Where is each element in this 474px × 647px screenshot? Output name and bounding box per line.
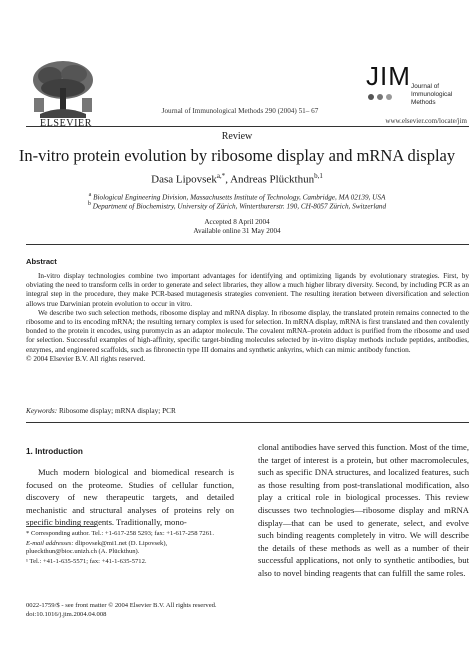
corresponding-author-note: * Corresponding author. Tel.: +1-617-258 5293; fax: +1-617-258 7261. [26, 530, 214, 537]
keywords-line [26, 407, 469, 415]
introduction-heading: 1. Introduction [26, 447, 83, 456]
journal-name-line-2: Immunological Methods [411, 91, 453, 106]
left-column [26, 447, 234, 529]
author-affiliation-mark: b,1 [314, 172, 323, 180]
footnote-1: ¹ Tel.: +41-1-635-5571; fax: +41-1-635-5712. [26, 557, 147, 565]
author-separator: , [225, 173, 231, 186]
affiliation-text: Department of Biochemistry, University of Zürich, Winterthurerstr. 190, CH-8057 Zürich, Switzerland [92, 202, 387, 211]
accepted-date: Accepted 8 April 2004 [204, 218, 270, 226]
abstract-paragraph: We describe two such selection methods, ribosome display and mRNA display. In ribosome display, the translated protein remains connected to the ribosome and to its encoding mRNA; the resulting ternary complex is used for selection. In mRNA display, mRNA is first translated and then covalently bonded to the protein it encodes, using puromycin as an adaptor molecule. The covalent mRNA–protein adduct is purified from the ribosome and used for selection. Successful examples of high-affinity, specific target-binding molecules selected by in-vitro display methods include peptides, antibodies, enzymes, and engineered scaffolds, such as fibronectin type III domains and synthetic ankyrins, which can mimic antibody function. [26, 308, 469, 354]
email-note [26, 540, 236, 557]
introduction-text-left: Much modern biological and biomedical research is focused on the proteome. Studies of cellular function, discovery of new therapeutic targets, and detailed mechanistic and structural analyses of proteins rely on specific binding reagents. Traditionally, mono- [26, 467, 234, 528]
introduction-text-right: clonal antibodies have served this function. Most of the time, the target of interest is a protein, but other macromolecules, such as specific DNA structures, and localized features, such as those resulting from post-translational modification, also play a critical role in biological processes. This review discusses two technologies—ribosome display and mRNA display—that can be used to generate, select, and evolve such binding reagents completely in vitro. We will describe the details of these methods as well as a number of their successful applications, not only to synthetic antibodies, but also to novel binding reagents that can fulfill the same roles. [258, 442, 469, 578]
abstract-copyright: © 2004 Elsevier B.V. All rights reserved. [26, 354, 146, 363]
doi-link[interactable]: doi:10.1016/j.jim.2004.04.008 [26, 610, 107, 618]
affiliation-b [0, 201, 474, 210]
affiliation-a [0, 192, 474, 201]
abstract-body [26, 272, 469, 364]
issn-line: 0022-1759/$ - see front matter © 2004 Elsevier B.V. All rights reserved. [26, 602, 217, 609]
author-name[interactable]: Dasa Lipovsek [151, 173, 217, 186]
footnote-rule [26, 526, 96, 527]
journal-name [411, 83, 471, 107]
email-label: E-mail addresses: [26, 539, 74, 547]
keywords-text: Ribosome display; mRNA display; PCR [58, 407, 176, 415]
publisher-name: ELSEVIER [39, 118, 93, 129]
affiliation-text: Biological Engineering Division, Massachusetts Institute of Technology, Cambridge, MA 02139, USA [93, 193, 386, 202]
author-affiliation-mark: a,* [216, 172, 226, 180]
journal-name-line-1: Journal of [411, 83, 440, 90]
abstract-rule [26, 422, 469, 423]
section-label: Review [221, 131, 253, 142]
footnotes [26, 530, 236, 567]
abstract-heading: Abstract [26, 257, 57, 266]
journal-reference: Journal of Immunological Methods 290 (2004) 51– 67 [161, 107, 319, 115]
elsevier-tree-logo [26, 58, 100, 120]
affiliation-mark: a [88, 192, 92, 198]
author-name[interactable]: Andreas Plückthun [230, 173, 315, 186]
abstract-paragraph: In-vitro display technologies combine two important advantages for identifying and optimizing ligands by evolutionary strategies. First, by obviating the need to transform cells in order to generate and select libraries, they allow a much higher library diversity. Second, by including PCR as an integral step in the procedure, they make PCR-based mutagenesis strategies convenient. The resulting iteration between diversification and selection allows true Darwinian protein evolution to occur in vitro. [26, 272, 469, 308]
journal-abbreviation: JIM [366, 61, 411, 91]
article-title: In-vitro protein evolution by ribosome display and mRNA display [18, 146, 456, 165]
author-list [0, 172, 474, 186]
available-date: Available online 31 May 2004 [193, 227, 281, 235]
title-rule [26, 244, 469, 245]
journal-url-link[interactable]: www.elsevier.com/locate/jim [385, 117, 467, 125]
keywords-label: Keywords: [26, 407, 58, 415]
right-column [258, 441, 469, 580]
affiliation-mark: b [87, 201, 91, 207]
footer [26, 602, 286, 619]
email-addresses[interactable]: dlipovsek@mi1.net (D. Lipovsek), plueckthun@bioc.unizh.ch (A. Plückthun). [26, 539, 168, 556]
journal-logo-mark [366, 90, 406, 104]
header-rule [26, 126, 469, 127]
